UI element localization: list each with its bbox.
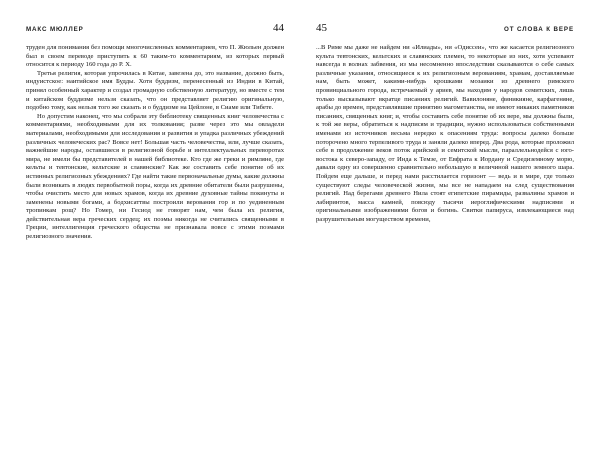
- paragraph: труден для понимания без помощи многочисленных комментариев, что П. Жюльен должен был в своем переводе приступить к 60 таким-то комментариям, из которых первый относится к периоду 160 года до Р. Х.: [26, 44, 284, 69]
- running-head-left: [26, 22, 284, 32]
- page-number-right: 45: [316, 22, 327, 34]
- paragraph: ...В Риме мы даже не найдем ни «Илиады», ни «Одиссеи», что же касается религиозного культа тевтонских, кельтских и славянских племен, то некоторые из них, хотя успевают навсегда в волнах забвения, из мы несомненно впоследствии сказываются о себе самых различные указания, относящиеся к их религиозным верованиям, храмам, доставляемые нам, быть может, какими-нибудь крошками мозаики из древнего римского провинциального города, встречаемый у ариев, мы находим у народов семитских, лишь только высказывают вкратце писаниях религий. Вавилоняне, финикияне, карфагеняне, арабы до времен, представлявшие принятию магометанства, не имеют никаких памятников писаниях, священных книг, и, чтобы составить себе понятие об их вере, мы должны были, к той же веры, обратиться к надписям и традиции, нужно использоваться собственными именами из источников весьма нередко к опасениям труда: вопросы далеко больше поторочено много терпеливого труда и заняли далеко вперед. Два рода, которые проложил себе в продолжение веков поток арийской и семитской мысли, параллельнодейся с юго-востока к северо-западу, от Инда к Темзе, от Евфрата к Иордану и Средиземному морю, давали одну из совершенно сравнительно небольшую в величиной нашего земного шара. Пойдем еще дальше, и перед нами расстилается горизонт — ведь и в мире, где только существуют следы человеческой жизни, мы все не нападаем на след существования религий. Над берегами древнего Нила стоят египетские пирамиды, развалины храмов и лабиринтов, масса камней, повсюду тысячи иероглифическими надписями и оригинальными изображениями богов и богинь. Свитки папируса, извлекающиеся над разрушительным могуществом времени,: [316, 44, 574, 223]
- running-head-title-right: ОТ СЛОВА К ВЕРЕ: [504, 26, 574, 33]
- running-head-title-left: МАКС МЮЛЛЕР: [26, 26, 84, 33]
- running-head-right: [316, 22, 574, 32]
- paragraph: Но допустим наконец, что мы собрали эту библиотеку священных книг человечества с комментариями, необходимыми для их толкования; разве через это мы овладели материалами, необходимыми для исследования и развития и упадка различных убеждений различных человеческих рас? Вовсе нет! Большая часть человечества, или, лучше сказать, важнейшие народы, оставшиеся в религиозной борьбе и интеллектуальных переворотах мира, не имели бы представителей в нашей библиотеке. Кто где же греки и римляне, где кельты и тевтонские, кельтские и славянские? Как же составить себе понятие об их истинных религиозных убеждениях? Где найти такие первоначальные думы, какие должны были возникать в людях первобытной поры, когда их древние обитатели были разрушены, чтобы очистить место для новых храмов, когда их древние духовные тайны покинуты и заменены новыми богами, а бодхисаттвы построили верования гор и по уединенным тропинкам рощ? Но Гомер, ни Гесиод не говорят нам, чем была их религия, действительная вера греческих сердец; их поэмы никогда не считались священными в Греции, интеллигенция греческого общества не признавала вовсе с этими поэмами религиозного значения.: [26, 112, 284, 241]
- page-body-right: [316, 44, 574, 224]
- page-right: [300, 0, 600, 468]
- paragraph: Третья религия, которая упрочилась в Китае, завезена до, это название, должно быть, индуистское: наитийское имя Будды. Хотя буддизм, перенесенный из Индии в Китай, принял особенный характер и создал громадную собственную литературу, но вместе с тем и китайском буддизме нельзя сказать, что он представляет религию оригинальную, подобно тому, как нельзя того же сказать и о буддизме на Цейлоне, в Сиаме или Тибете.: [26, 69, 284, 112]
- page-number-left: 44: [273, 22, 284, 34]
- page-body-left: [26, 44, 284, 242]
